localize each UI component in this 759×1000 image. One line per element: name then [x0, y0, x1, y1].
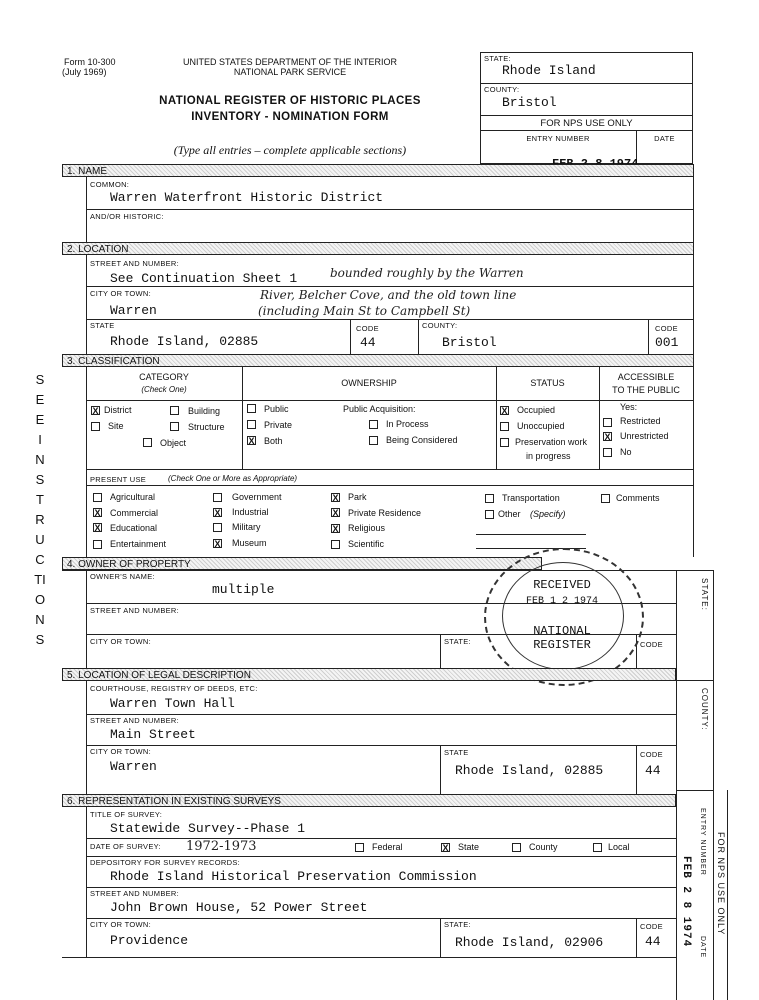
state-code[interactable]: 44 — [360, 335, 376, 350]
yes-label: Yes: — [620, 402, 638, 412]
unoccupied-label: Unoccupied — [517, 421, 565, 431]
county-label-2: COUNTY: — [422, 321, 458, 330]
side-state-label: STATE: — [700, 578, 709, 611]
local-survey-checkbox[interactable] — [593, 843, 602, 852]
no-label: No — [620, 447, 632, 457]
city-label: CITY OR TOWN: — [90, 289, 151, 298]
federal-checkbox[interactable] — [355, 843, 364, 852]
commercial-checkbox[interactable]: X — [94, 508, 101, 518]
state-value: Rhode Island — [502, 63, 596, 78]
depository-value[interactable]: Rhode Island Historical Preservation Commission — [110, 869, 477, 884]
see-instructions-side — [30, 370, 50, 650]
survey-date-value[interactable]: 1972-1973 — [186, 839, 257, 854]
stamp-date: FEB 1 2 1974 — [525, 596, 598, 607]
museum-label: Museum — [232, 538, 267, 548]
object-checkbox[interactable] — [143, 438, 152, 447]
occupied-label: Occupied — [517, 405, 556, 415]
site-label: Site — [108, 421, 124, 431]
government-checkbox[interactable] — [213, 493, 222, 502]
stamp-register: REGISTER — [533, 638, 591, 652]
both-checkbox[interactable]: X — [248, 436, 255, 446]
occupied-checkbox[interactable]: X — [501, 406, 508, 416]
depository-street-value[interactable]: John Brown House, 52 Power Street — [110, 900, 368, 915]
public-checkbox[interactable] — [247, 404, 256, 413]
depository-city-label: CITY OR TOWN: — [90, 920, 151, 929]
being-considered-label: Being Considered — [386, 435, 458, 445]
government-label: Government — [232, 492, 282, 502]
no-checkbox[interactable] — [603, 448, 612, 457]
public-acquisition-label: Public Acquisition: — [343, 404, 416, 414]
unoccupied-checkbox[interactable] — [500, 422, 509, 431]
service: NATIONAL PARK SERVICE — [233, 67, 347, 77]
structure-checkbox[interactable] — [170, 422, 179, 431]
local-survey-label: Local — [608, 842, 630, 852]
section-3-heading: 3. CLASSIFICATION — [62, 354, 694, 367]
private-residence-checkbox[interactable]: X — [332, 508, 339, 518]
transportation-checkbox[interactable] — [485, 494, 494, 503]
handwritten-note-1: bounded roughly by the Warren — [330, 266, 524, 280]
owner-value[interactable]: multiple — [212, 582, 275, 597]
private-residence-label: Private Residence — [348, 508, 422, 518]
specify-label: (Specify) — [530, 509, 566, 519]
present-use-note: (Check One or More as Appropriate) — [168, 474, 298, 483]
courthouse-value[interactable]: Warren Town Hall — [110, 696, 235, 711]
federal-label: Federal — [372, 842, 403, 852]
building-checkbox[interactable] — [170, 406, 179, 415]
depository-state-value[interactable]: Rhode Island, 02906 — [455, 935, 604, 950]
scientific-label: Scientific — [348, 539, 385, 549]
street-value[interactable]: See Continuation Sheet 1 — [110, 271, 298, 286]
private-checkbox[interactable] — [247, 420, 256, 429]
owner-code-label: CODE — [640, 640, 663, 649]
form-number: Form 10-300 — [64, 57, 116, 67]
educational-checkbox[interactable]: X — [94, 523, 101, 533]
check-one-note: (Check One) — [141, 385, 187, 394]
district-label: District — [104, 405, 132, 415]
depository-code-label: CODE — [640, 922, 663, 931]
legal-state-value[interactable]: Rhode Island, 02885 — [455, 763, 604, 778]
section-4-heading: 4. OWNER OF PROPERTY — [62, 557, 542, 570]
in-process-label: In Process — [386, 419, 429, 429]
unrestricted-label: Unrestricted — [620, 431, 669, 441]
status-header: STATUS — [530, 378, 565, 388]
preservation-checkbox[interactable] — [500, 438, 509, 447]
street-label: STREET AND NUMBER: — [90, 259, 180, 268]
section-5-heading: 5. LOCATION OF LEGAL DESCRIPTION — [62, 668, 676, 681]
side-date: DATE — [699, 936, 706, 959]
survey-title-label: TITLE OF SURVEY: — [90, 810, 163, 819]
type-instructions: (Type all entries – complete applicable sections) — [173, 143, 407, 157]
survey-date-label: DATE OF SURVEY: — [90, 842, 161, 851]
county-survey-checkbox[interactable] — [512, 843, 521, 852]
site-checkbox[interactable] — [91, 422, 100, 431]
side-county-label: COUNTY: — [700, 688, 709, 731]
religious-checkbox[interactable]: X — [332, 524, 339, 534]
handwritten-note-2: River, Belcher Cove, and the old town line — [260, 288, 517, 302]
legal-code-label: CODE — [640, 750, 663, 759]
industrial-label: Industrial — [232, 507, 269, 517]
depository-state-label: STATE: — [444, 920, 471, 929]
date-label: DATE — [654, 134, 675, 143]
survey-title-value[interactable]: Statewide Survey--Phase 1 — [110, 821, 306, 836]
county-value: Bristol — [502, 95, 557, 110]
park-checkbox[interactable]: X — [332, 493, 339, 503]
courthouse-label: COURTHOUSE, REGISTRY OF DEEDS, ETC: — [90, 684, 258, 693]
legal-state-label: STATE — [444, 748, 469, 757]
comments-checkbox[interactable] — [601, 494, 610, 503]
city-value[interactable]: Warren — [110, 303, 157, 318]
side-nps-use: FOR NPS USE ONLY — [716, 832, 726, 936]
section-1-heading: 1. NAME — [62, 164, 694, 177]
depository-city-value[interactable]: Providence — [110, 933, 189, 948]
educational-label: Educational — [110, 523, 158, 533]
county-label: COUNTY: — [484, 85, 520, 94]
legal-city-value[interactable]: Warren — [110, 759, 157, 774]
restricted-checkbox[interactable] — [603, 418, 612, 427]
historic-label: AND/OR HISTORIC: — [90, 212, 164, 221]
depository-label: DEPOSITORY FOR SURVEY RECORDS: — [90, 858, 241, 867]
unrestricted-checkbox[interactable]: X — [604, 432, 611, 442]
owner-street-label: STREET AND NUMBER: — [90, 606, 180, 615]
category-header: CATEGORY — [139, 372, 189, 382]
agricultural-label: Agricultural — [110, 492, 156, 502]
agricultural-checkbox[interactable] — [93, 493, 102, 502]
state-survey-checkbox[interactable]: X — [442, 843, 449, 853]
being-considered-checkbox[interactable] — [369, 436, 378, 445]
see-instructions-text: SEE INSTRUCTIONS — [34, 372, 46, 647]
county-value-2[interactable]: Bristol — [442, 335, 497, 350]
entertainment-checkbox[interactable] — [93, 540, 102, 549]
owner-city-label: CITY OR TOWN: — [90, 637, 151, 646]
section-6-heading: 6. REPRESENTATION IN EXISTING SURVEYS — [62, 794, 676, 807]
owner-label: OWNER'S NAME: — [90, 572, 155, 581]
museum-checkbox[interactable]: X — [214, 539, 221, 549]
county-code[interactable]: 001 — [655, 335, 679, 350]
other-checkbox[interactable] — [485, 510, 494, 519]
department: UNITED STATES DEPARTMENT OF THE INTERIOR — [182, 57, 398, 67]
entry-number-label: ENTRY NUMBER — [526, 134, 590, 143]
scientific-checkbox[interactable] — [331, 540, 340, 549]
military-label: Military — [232, 522, 261, 532]
in-progress-label: in progress — [526, 451, 571, 461]
present-use-label: PRESENT USE — [90, 475, 147, 484]
building-label: Building — [188, 406, 221, 416]
object-label: Object — [160, 438, 187, 448]
form-title: NATIONAL REGISTER OF HISTORIC PLACES — [159, 95, 421, 107]
section-2-heading: 2. LOCATION — [62, 242, 694, 255]
religious-label: Religious — [348, 523, 386, 533]
side-date-stamp: FEB 2 8 1974 — [680, 856, 692, 948]
legal-city-label: CITY OR TOWN: — [90, 747, 151, 756]
state-label-2: STATE — [90, 321, 115, 330]
public-label: Public — [264, 404, 289, 414]
legal-street-label: STREET AND NUMBER: — [90, 716, 180, 725]
state-code-label: CODE — [356, 324, 379, 333]
state-value-2[interactable]: Rhode Island, 02885 — [110, 334, 259, 349]
common-label: COMMON: — [90, 180, 130, 189]
preservation-label: Preservation work — [515, 437, 588, 447]
structure-label: Structure — [188, 422, 225, 432]
commercial-label: Commercial — [110, 508, 159, 518]
comments-label: Comments — [616, 493, 660, 503]
transportation-label: Transportation — [502, 493, 560, 503]
stamp-national: NATIONAL — [533, 624, 591, 638]
both-label: Both — [264, 436, 283, 446]
accessible-header: ACCESSIBLE — [617, 372, 675, 382]
form-date: (July 1969) — [62, 67, 107, 77]
state-label: STATE: — [484, 54, 511, 63]
nps-use-only: FOR NPS USE ONLY — [540, 118, 633, 129]
industrial-checkbox[interactable]: X — [214, 508, 221, 518]
entertainment-label: Entertainment — [110, 539, 167, 549]
county-survey-label: County — [529, 842, 558, 852]
stamp-received: RECEIVED — [533, 578, 591, 592]
legal-street-value[interactable]: Main Street — [110, 727, 196, 742]
state-survey-label: State — [458, 842, 480, 852]
district-checkbox[interactable]: X — [92, 406, 99, 416]
in-process-checkbox[interactable] — [369, 420, 378, 429]
restricted-label: Restricted — [620, 416, 661, 426]
ownership-header: OWNERSHIP — [341, 378, 397, 388]
common-name[interactable]: Warren Waterfront Historic District — [110, 190, 384, 205]
owner-state-label: STATE: — [444, 637, 471, 646]
accessible-header-2: TO THE PUBLIC — [612, 385, 680, 395]
handwritten-note-3: (including Main St to Campbell St) — [258, 304, 471, 318]
depository-code-value[interactable]: 44 — [645, 934, 661, 949]
military-checkbox[interactable] — [213, 523, 222, 532]
park-label: Park — [348, 492, 367, 502]
legal-code-value[interactable]: 44 — [645, 763, 661, 778]
side-entry-number: ENTRY NUMBER — [699, 808, 706, 876]
other-label: Other — [498, 509, 521, 519]
form-subtitle: INVENTORY - NOMINATION FORM — [191, 111, 389, 123]
depository-street-label: STREET AND NUMBER: — [90, 889, 180, 898]
county-code-label: CODE — [655, 324, 678, 333]
private-label: Private — [264, 420, 293, 430]
